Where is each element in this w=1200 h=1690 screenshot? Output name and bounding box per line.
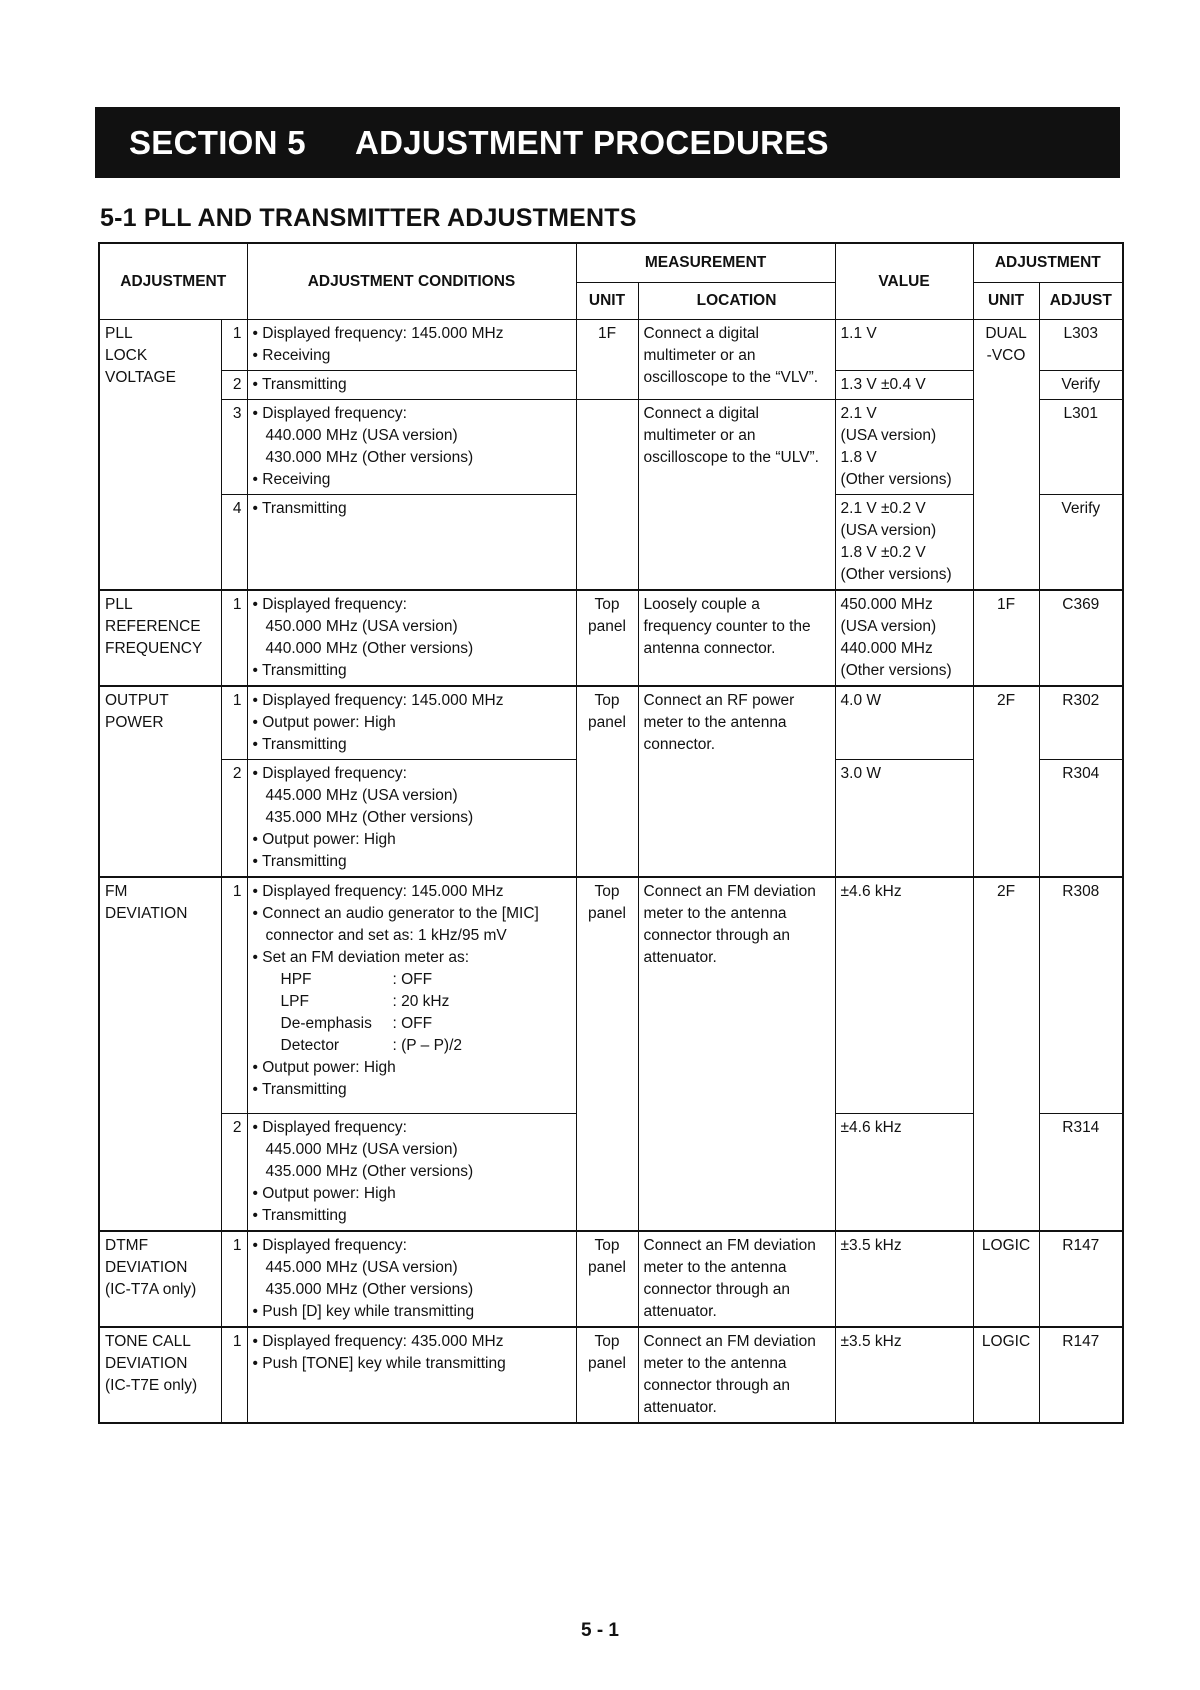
step-number: 1 [221,320,247,371]
value-cell: 1.3 V ±0.4 V [835,371,973,400]
table-row [99,320,1123,371]
adjustment-name: OUTPUT POWER [99,686,221,877]
adjust-point: C369 [1039,590,1123,686]
value-cell: 1.1 V [835,320,973,371]
conditions-cell: • Displayed frequency: 440.000 MHz (USA version) 430.000 MHz (Other versions) • Receiving [247,400,576,495]
value-cell: 2.1 V (USA version) 1.8 V (Other versions) [835,400,973,495]
measurement-unit: Top panel [576,590,638,686]
measurement-unit: Top panel [576,1327,638,1423]
measurement-location: Connect an FM deviation meter to the antenna connector through an attenuator. [638,1327,835,1423]
step-number: 1 [221,686,247,760]
table-row [99,686,1123,760]
measurement-location: Connect an RF power meter to the antenna connector. [638,686,835,877]
value-cell: 3.0 W [835,760,973,878]
measurement-unit: Top panel [576,1231,638,1327]
section-title: ADJUSTMENT PROCEDURES [355,123,829,161]
step-number: 1 [221,877,247,1114]
conditions-cell: • Displayed frequency: 145.000 MHz • Receiving [247,320,576,371]
adjust-point: R147 [1039,1231,1123,1327]
adjust-point: L303 [1039,320,1123,371]
step-number: 4 [221,495,247,591]
measurement-unit: Top panel [576,877,638,1231]
header-row-1 [99,243,1123,283]
table-row [99,877,1123,1114]
step-number: 2 [221,371,247,400]
measurement-unit: 1F [576,320,638,400]
value-cell: ±4.6 kHz [835,877,973,1114]
header-adjust: ADJUST [1039,283,1123,320]
adjustment-unit: DUAL -VCO [973,320,1039,591]
adjust-point: Verify [1039,371,1123,400]
header-location: LOCATION [638,283,835,320]
measurement-unit [576,400,638,591]
conditions-cell: • Displayed frequency: 445.000 MHz (USA version) 435.000 MHz (Other versions) • Push [D] key while transmitting [247,1231,576,1327]
step-number: 1 [221,590,247,686]
measurement-location: Loosely couple a frequency counter to the antenna connector. [638,590,835,686]
adjustment-name: FM DEVIATION [99,877,221,1231]
conditions-cell: • Displayed frequency: 145.000 MHz • Connect an audio generator to the [MIC] connector and set as: 1 kHz/95 mV • Set an FM deviation meter as: HPF : OFF LPF : 20 kHz De-emphasis : OFF Detector : (P – P)/2 • Output power: High • Transmitting [247,877,576,1114]
table-row [99,1231,1123,1327]
adjustment-table [98,242,1124,1424]
value-cell: 450.000 MHz (USA version) 440.000 MHz (Other versions) [835,590,973,686]
header-conditions: ADJUSTMENT CONDITIONS [247,243,576,320]
measurement-location: Connect a digital multimeter or an oscilloscope to the “ULV”. [638,400,835,591]
adjust-point: L301 [1039,400,1123,495]
conditions-cell: • Transmitting [247,371,576,400]
adjustment-name: TONE CALL DEVIATION (IC-T7E only) [99,1327,221,1423]
adjustment-name: PLL LOCK VOLTAGE [99,320,221,591]
adjustment-name: PLL REFERENCE FREQUENCY [99,590,221,686]
header-measurement: MEASUREMENT [576,243,835,283]
section-banner [95,107,1120,178]
adjust-point: R302 [1039,686,1123,760]
value-cell: 4.0 W [835,686,973,760]
step-number: 1 [221,1327,247,1423]
conditions-cell: • Displayed frequency: 435.000 MHz • Push [TONE] key while transmitting [247,1327,576,1423]
step-number: 2 [221,760,247,878]
conditions-cell: • Displayed frequency: 445.000 MHz (USA version) 435.000 MHz (Other versions) • Output power: High • Transmitting [247,1114,576,1232]
header-adjustment-right: ADJUSTMENT [973,243,1123,283]
measurement-location: Connect a digital multimeter or an oscilloscope to the “VLV”. [638,320,835,400]
measurement-location: Connect an FM deviation meter to the antenna connector through an attenuator. [638,1231,835,1327]
table-row [99,400,1123,495]
page-number: 5 - 1 [580,1620,620,1641]
measurement-unit: Top panel [576,686,638,877]
conditions-cell: • Displayed frequency: 445.000 MHz (USA version) 435.000 MHz (Other versions) • Output power: High • Transmitting [247,760,576,878]
header-value: VALUE [835,243,973,320]
conditions-cell: • Displayed frequency: 450.000 MHz (USA version) 440.000 MHz (Other versions) • Transmitting [247,590,576,686]
adjust-point: R147 [1039,1327,1123,1423]
value-cell: ±4.6 kHz [835,1114,973,1232]
header-adjustment: ADJUSTMENT [99,243,247,320]
adjustment-unit: LOGIC [973,1327,1039,1423]
value-cell: ±3.5 kHz [835,1231,973,1327]
section-number: SECTION 5 [129,123,306,161]
conditions-cell: • Displayed frequency: 145.000 MHz • Output power: High • Transmitting [247,686,576,760]
adjustment-name: DTMF DEVIATION (IC-T7A only) [99,1231,221,1327]
value-cell: 2.1 V ±0.2 V (USA version) 1.8 V ±0.2 V (Other versions) [835,495,973,591]
table-row [99,1327,1123,1423]
table-row [99,590,1123,686]
measurement-location: Connect an FM deviation meter to the antenna connector through an attenuator. [638,877,835,1231]
adjust-point: R308 [1039,877,1123,1114]
step-number: 1 [221,1231,247,1327]
value-cell: ±3.5 kHz [835,1327,973,1423]
step-number: 2 [221,1114,247,1232]
adjust-point: Verify [1039,495,1123,591]
conditions-cell: • Transmitting [247,495,576,591]
adjustment-unit: 2F [973,877,1039,1231]
subsection-title: 5-1 PLL AND TRANSMITTER ADJUSTMENTS [100,204,637,232]
step-number: 3 [221,400,247,495]
header-unit: UNIT [576,283,638,320]
adjustment-unit: LOGIC [973,1231,1039,1327]
adjust-point: R314 [1039,1114,1123,1232]
adjustment-unit: 1F [973,590,1039,686]
adjustment-unit: 2F [973,686,1039,877]
adjust-point: R304 [1039,760,1123,878]
header-adjust-unit: UNIT [973,283,1039,320]
